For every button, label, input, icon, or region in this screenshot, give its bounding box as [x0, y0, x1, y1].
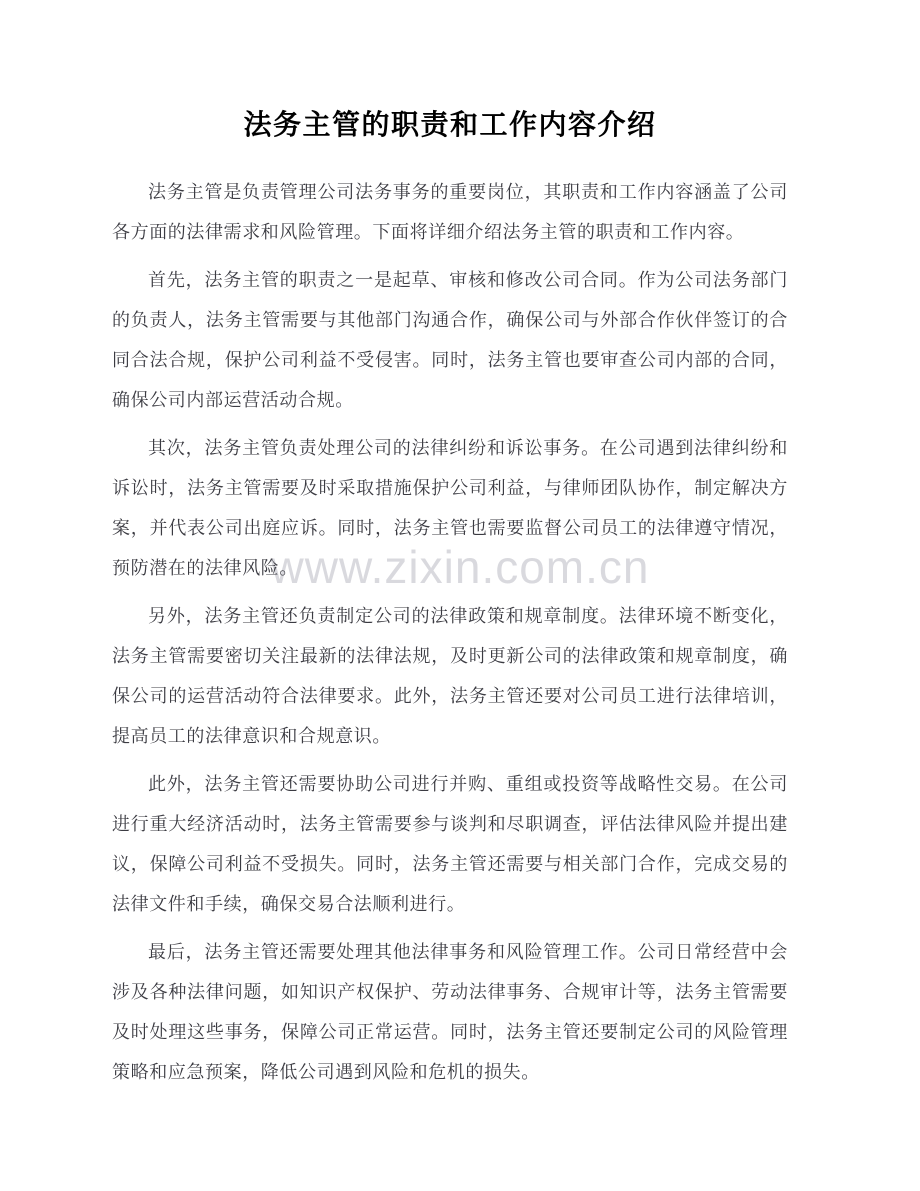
paragraph: 法务主管是负责管理公司法务事务的重要岗位，其职责和工作内容涵盖了公司各方面的法律需求和风险管理。下面将详细介绍法务主管的职责和工作内容。 [112, 182, 788, 242]
paragraph: 最后，法务主管还需要处理其他法律事务和风险管理工作。公司日常经营中会涉及各种法律问题，如知识产权保护、劳动法律事务、合规审计等，法务主管需要及时处理这些事务，保障公司正常运营。同时，法务主管还要制定公司的风险管理策略和应急预案，降低公司遇到风险和危机的损失。 [112, 942, 788, 1082]
paragraph: 此外，法务主管还需要协助公司进行并购、重组或投资等战略性交易。在公司进行重大经济活动时，法务主管需要参与谈判和尽职调查，评估法律风险并提出建议，保障公司利益不受损失。同时，法务主管还需要与相关部门合作，完成交易的法律文件和手续，确保交易合法顺利进行。 [112, 774, 788, 914]
paragraph: 另外，法务主管还负责制定公司的法律政策和规章制度。法律环境不断变化，法务主管需要密切关注最新的法律法规，及时更新公司的法律政策和规章制度，确保公司的运营活动符合法律要求。此外，法务主管还要对公司员工进行法律培训，提高员工的法律意识和合规意识。 [112, 606, 788, 746]
watermark-text: www.zixin.com.cn [270, 541, 650, 593]
paragraph: 其次，法务主管负责处理公司的法律纠纷和诉讼事务。在公司遇到法律纠纷和诉讼时，法务主管需要及时采取措施保护公司利益，与律师团队协作，制定解决方案，并代表公司出庭应诉。同时，法务主管也需要监督公司员工的法律遵守情况，预防潜在的法律风险。 [112, 438, 788, 578]
document-body [112, 0, 788, 1092]
page-title: 法务主管的职责和工作内容介绍 [243, 109, 657, 140]
paragraph: 首先，法务主管的职责之一是起草、审核和修改公司合同。作为公司法务部门的负责人，法务主管需要与其他部门沟通合作，确保公司与外部合作伙伴签订的合同合法合规，保护公司利益不受侵害。同时，法务主管也要审查公司内部的合同，确保公司内部运营活动合规。 [112, 270, 788, 410]
paragraph-list [112, 172, 788, 1092]
